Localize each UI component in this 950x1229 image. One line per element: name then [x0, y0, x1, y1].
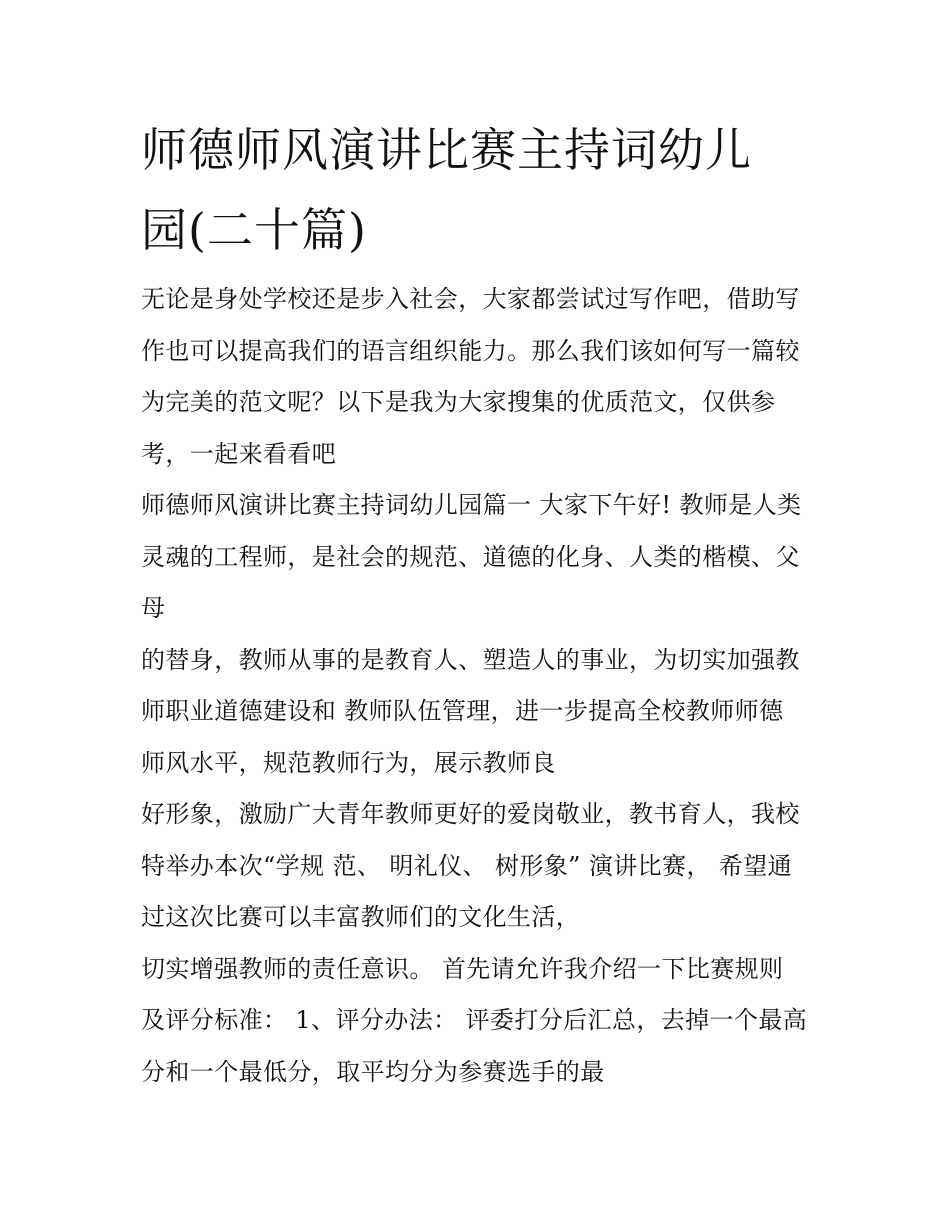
body-line: 特举办本次“学规 范、 明礼仪、 树形象” 演讲比赛， 希望通 [141, 851, 793, 880]
body-line: 过这次比赛可以丰富教师们的文化生活， [141, 903, 581, 931]
title-line: 师德师风演讲比赛主持词幼儿 [141, 123, 752, 177]
body-line: 灵魂的工程师，是社会的规范、道德的化身、人类的楷模、父 [141, 542, 800, 571]
body-line: 无论是身处学校还是步入社会，大家都尝试过写作吧，借助写 [141, 285, 800, 313]
document-title [141, 110, 821, 270]
body-line: 考，一起来看看吧 [141, 439, 337, 468]
body-line: 及评分标准： 1、评分办法： 评委打分后汇总，去掉一个最高 [141, 1006, 808, 1034]
body-line: 为完美的范文呢？以下是我为大家搜集的优质范文，仅供参 [141, 388, 776, 416]
body-line: 的替身，教师从事的是教育人、塑造人的事业，为切实加强教 [141, 645, 800, 674]
body-line: 切实增强教师的责任意识。 首先请允许我介绍一下比赛规则 [141, 954, 784, 983]
document-body [141, 274, 816, 1098]
body-line: 师风水平，规范教师行为，展示教师良 [141, 748, 556, 777]
body-line: 师职业道德建设和 教师队伍管理，进一步提高全校教师师德 [141, 697, 784, 725]
body-line: 师德师风演讲比赛主持词幼儿园篇一 大家下午好! 教师是人类 [141, 491, 802, 519]
body-line: 好形象，激励广大青年教师更好的爱岗敬业，教书育人，我校 [141, 800, 800, 828]
body-line: 母 [141, 594, 166, 622]
title-line: 园(二十篇) [141, 203, 367, 257]
body-line: 作也可以提高我们的语言组织能力。那么我们该如何写一篇较 [141, 336, 800, 365]
body-line: 分和一个最低分，取平均分为参赛选手的最 [141, 1057, 605, 1086]
